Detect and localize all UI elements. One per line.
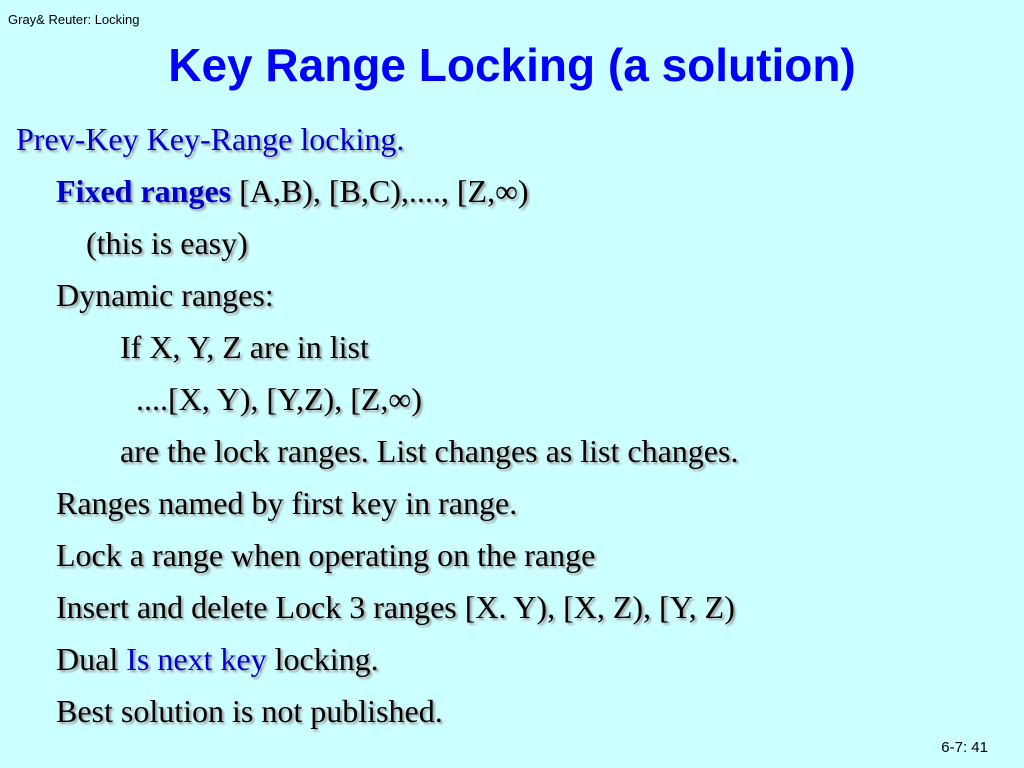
is-next-key-label: Is next key [126, 641, 267, 677]
heading-prev-key-locking: Prev-Key Key-Range locking. [16, 121, 405, 157]
dual-prefix: Dual [56, 641, 127, 677]
bullet-best-solution: Best solution is not published. [56, 693, 443, 729]
bullet-dynamic-ranges: Dynamic ranges: [56, 277, 274, 313]
bullet-xyz-in-list: If X, Y, Z are in list [120, 329, 369, 365]
dual-suffix: locking. [266, 641, 379, 677]
bullet-dual-locking [56, 640, 379, 678]
bullet-fixed-ranges [56, 172, 529, 210]
slide-title: Key Range Locking (a solution) [168, 39, 856, 91]
bullet-ranges-named: Ranges named by first key in range. [56, 485, 518, 521]
bullet-this-is-easy: (this is easy) [86, 225, 248, 261]
bullet-insert-delete: Insert and delete Lock 3 ranges [X. Y), [X, Z), [Y, Z) [56, 589, 735, 625]
fixed-ranges-label: Fixed ranges [56, 173, 232, 209]
bullet-lock-a-range: Lock a range when operating on the range [56, 537, 596, 573]
bullet-lock-ranges: are the lock ranges. List changes as list changes. [120, 433, 739, 469]
header-note: Gray& Reuter: Locking [8, 12, 140, 27]
bullet-range-list: ....[X, Y), [Y,Z), [Z,∞) [136, 381, 422, 417]
fixed-ranges-text: [A,B), [B,C),...., [Z,∞) [231, 173, 529, 209]
page-number: 6-7: 41 [941, 739, 988, 756]
